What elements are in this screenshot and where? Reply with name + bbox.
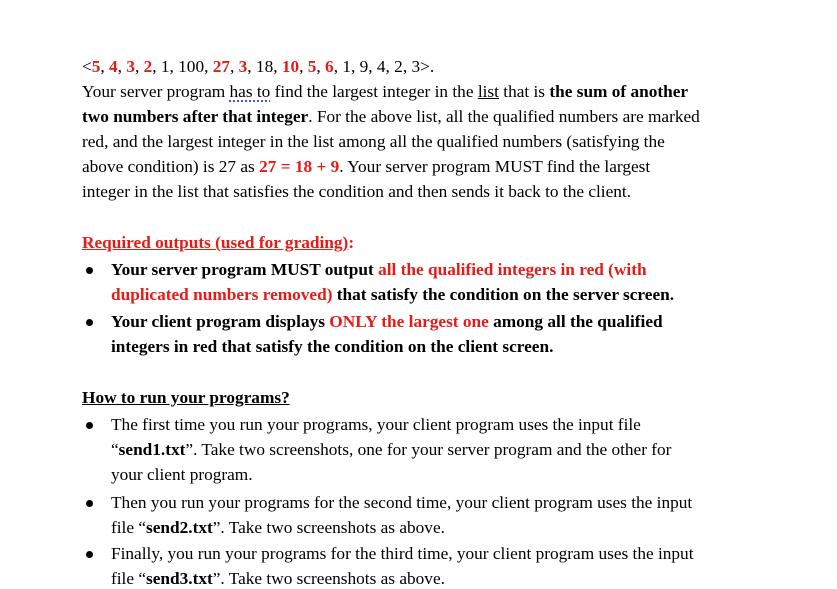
- howto-bullet3-line2: [111, 569, 445, 589]
- filename: send3.txt: [146, 569, 213, 588]
- bullet-icon: [86, 319, 93, 326]
- text: file “: [111, 569, 147, 588]
- list-close: >.: [420, 57, 435, 76]
- list-number: 4: [376, 57, 386, 76]
- qualified-number: 3: [238, 57, 248, 76]
- qualified-number: 10: [281, 57, 300, 76]
- bullet-icon: [86, 500, 93, 507]
- bullet-icon: [86, 551, 93, 558]
- text: find the largest integer in the: [270, 82, 478, 101]
- bullet-icon: [86, 422, 93, 429]
- red-text: duplicated numbers removed): [111, 285, 333, 304]
- list-number: 2: [394, 57, 403, 76]
- qualified-number: 5: [307, 57, 317, 76]
- heading-colon: :: [348, 233, 355, 252]
- list-separator: ,: [117, 57, 127, 76]
- qualified-number: 2: [143, 57, 153, 76]
- list-number: 100: [178, 57, 205, 76]
- number-list: [82, 57, 434, 77]
- text: above condition) is 27 as: [82, 157, 260, 176]
- text: file “: [111, 518, 147, 537]
- list-separator: ,: [152, 57, 161, 76]
- required-bullet2-line2: integers in red that satisfy the condition on the client screen.: [111, 337, 554, 356]
- bold-text: the sum of another: [549, 82, 689, 101]
- list-number: 9: [359, 57, 369, 76]
- text: among all the qualified: [488, 312, 663, 331]
- para1-line2: [82, 107, 700, 127]
- para1-line3: red, and the largest integer in the list among all the qualified numbers (satisfying the: [82, 132, 665, 151]
- qualified-number: 4: [109, 57, 118, 76]
- howto-bullet2-line2: [111, 518, 445, 538]
- para1-line5: integer in the list that satisfies the condition and then sends it back to the client.: [82, 182, 632, 201]
- example-equation: 27 = 18 + 9: [259, 157, 340, 176]
- filename: send1.txt: [118, 440, 186, 459]
- underlined-word: list: [477, 82, 499, 101]
- list-separator: ,: [368, 57, 377, 76]
- text: that is: [498, 82, 550, 101]
- heading-text: Required outputs (used for grading): [82, 233, 349, 252]
- required-bullet1-line1: [111, 260, 647, 280]
- howto-bullet1-line3: your client program.: [111, 465, 253, 484]
- text: ”. Take two screenshots as above.: [212, 518, 445, 537]
- howto-bullet3-line1: Finally, you run your programs for the third time, your client program uses the input: [111, 544, 694, 563]
- list-separator: ,: [402, 57, 412, 76]
- list-separator: ,: [134, 57, 144, 76]
- howto-bullet1-line2: [111, 440, 671, 460]
- required-outputs-heading: [82, 233, 354, 253]
- list-separator: ,: [204, 57, 213, 76]
- bold-text: two numbers after that integer: [82, 107, 309, 126]
- text: Your client program displays: [111, 312, 330, 331]
- list-separator: ,: [230, 57, 239, 76]
- list-separator: ,: [299, 57, 308, 76]
- text: ”. Take two screenshots, one for your server program and the other for: [185, 440, 672, 459]
- list-separator: ,: [247, 57, 256, 76]
- red-text: all the qualified integers in red (with: [378, 260, 647, 279]
- list-number: 1: [160, 57, 170, 76]
- text: ”. Take two screenshots as above.: [212, 569, 445, 588]
- text: Your server program: [82, 82, 230, 101]
- list-separator: ,: [350, 57, 360, 76]
- list-separator: ,: [316, 57, 326, 76]
- howto-bullet1-line1: The first time you run your programs, your client program uses the input file: [111, 415, 641, 434]
- list-number: 3: [411, 57, 421, 76]
- text: . For the above list, all the qualified numbers are marked: [308, 107, 700, 126]
- required-bullet2-line1: [111, 312, 663, 332]
- list-separator: ,: [273, 57, 282, 76]
- list-number: 1: [342, 57, 351, 76]
- how-to-run-heading: How to run your programs?: [82, 388, 290, 407]
- qualified-number: 3: [126, 57, 135, 76]
- text: “: [111, 440, 119, 459]
- text: that satisfy the condition on the server screen.: [332, 285, 675, 304]
- red-text: ONLY the largest one: [329, 312, 489, 331]
- qualified-number: 5: [91, 57, 101, 76]
- list-number: 18: [255, 57, 274, 76]
- para1-line4: [82, 157, 650, 177]
- para1-line1: [82, 82, 688, 102]
- qualified-number: 27: [212, 57, 230, 76]
- list-separator: ,: [333, 57, 343, 76]
- list-separator: ,: [385, 57, 395, 76]
- required-bullet1-line2: [111, 285, 674, 305]
- text: Your server program MUST output: [111, 260, 379, 279]
- list-open: <: [82, 57, 92, 76]
- qualified-number: 6: [325, 57, 334, 76]
- bullet-icon: [86, 267, 93, 274]
- filename: send2.txt: [146, 518, 213, 537]
- list-separator: ,: [169, 57, 179, 76]
- grammar-marked-text: has to: [229, 82, 271, 101]
- list-separator: ,: [100, 57, 110, 76]
- list-items: [92, 57, 420, 76]
- text: . Your server program MUST find the largest: [339, 157, 651, 176]
- howto-bullet2-line1: Then you run your programs for the second time, your client program uses the input: [111, 493, 693, 512]
